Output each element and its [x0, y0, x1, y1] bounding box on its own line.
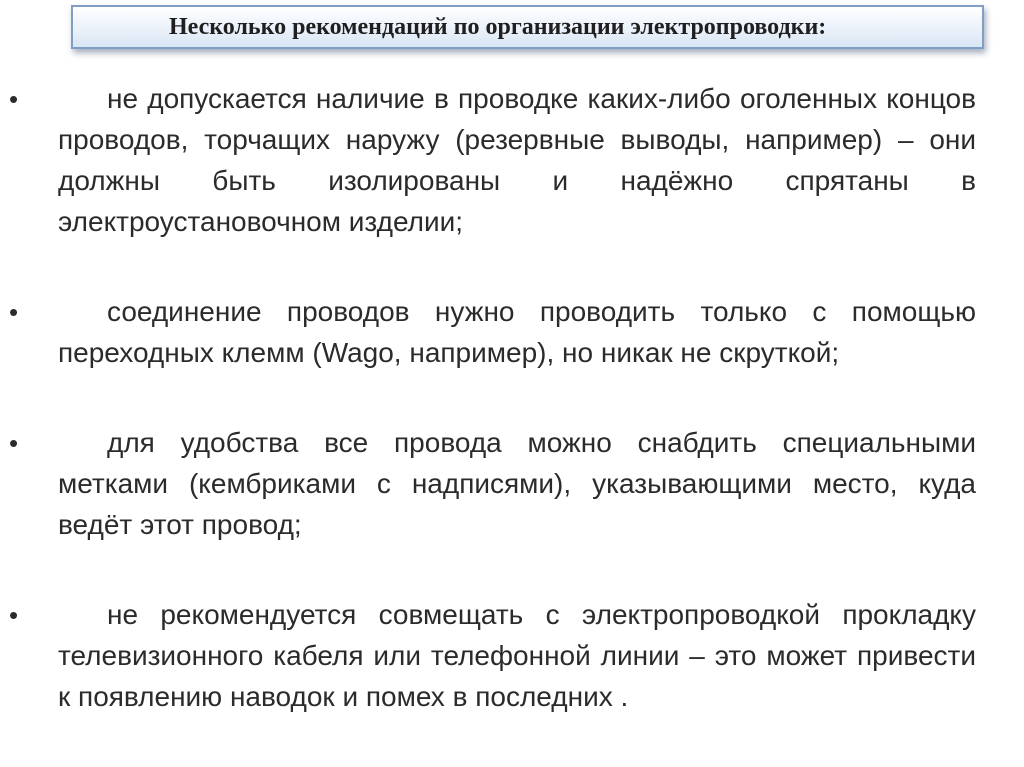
slide-title: Несколько рекомендаций по организации электропроводки:	[169, 13, 827, 40]
recommendations-list	[9, 79, 976, 718]
list-item	[9, 595, 976, 718]
list-item	[9, 292, 976, 374]
title-banner	[71, 5, 984, 49]
bullet-text: соединение проводов нужно проводить только с помощью переходных клемм (Wago, например), но никак не скруткой;	[58, 296, 976, 368]
bullet-text: для удобства все провода можно снабдить специальными метками (кембриками с надписями), указывающими место, куда ведёт этот провод;	[58, 427, 976, 540]
bullet-text: не допускается наличие в проводке каких-либо оголенных концов проводов, торчащих наружу (резервные выводы, например) – они должны быть изолированы и надёжно спрятаны в электроустановочном изделии;	[58, 83, 976, 237]
bullet-icon: •	[9, 84, 19, 114]
bullet-icon: •	[9, 600, 19, 630]
list-item	[9, 79, 976, 243]
bullet-icon: •	[9, 428, 19, 458]
list-item	[9, 423, 976, 546]
bullet-text: не рекомендуется совмещать с электропроводкой прокладку телевизионного кабеля или телефонной линии – это может привести к появлению наводок и помех в последних .	[58, 599, 976, 712]
bullet-icon: •	[9, 297, 19, 327]
